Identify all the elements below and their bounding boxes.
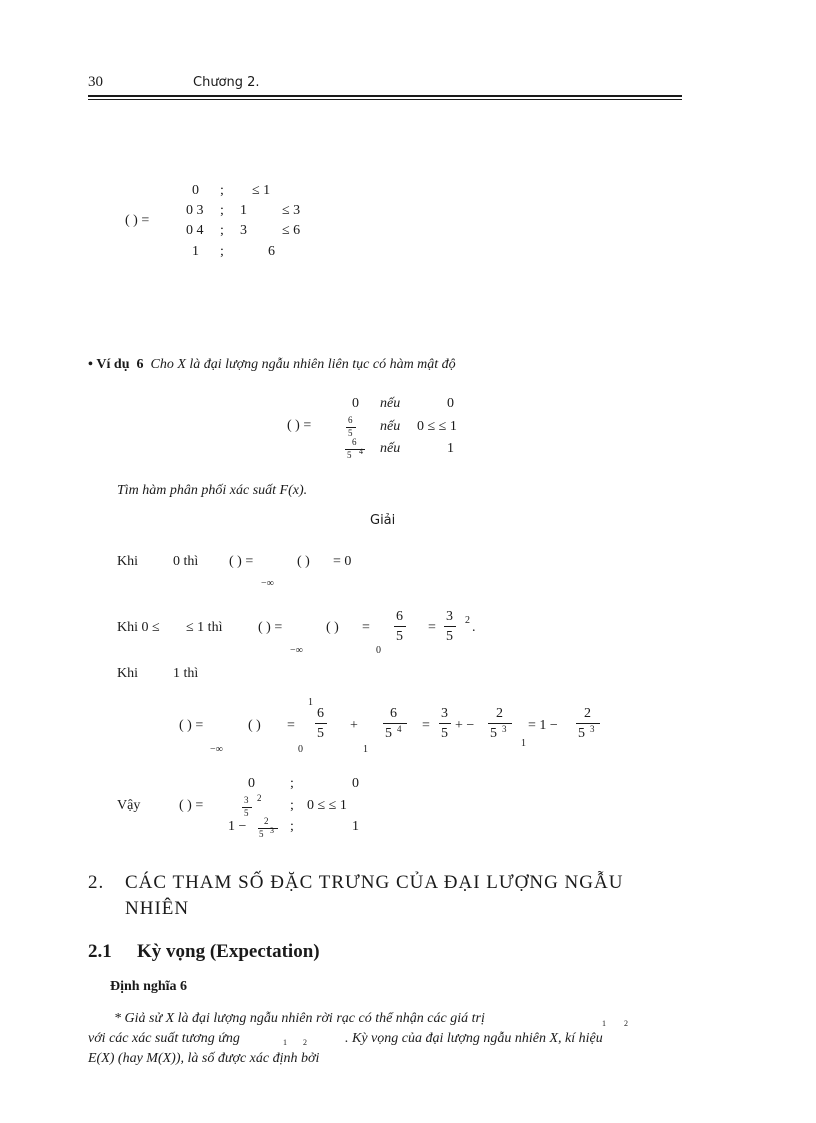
exponent: 4 [397, 724, 402, 734]
subsection-title: Kỳ vọng (Expectation) [137, 941, 320, 962]
fraction-bar [488, 723, 512, 724]
case-result: = 0 [333, 554, 352, 569]
integral-lower-limit: −∞ [210, 744, 223, 755]
definition-line-3: E(X) (hay M(X)), là số được xác định bởi [88, 1051, 320, 1066]
formula-lhs: ( ) = [125, 213, 150, 228]
conclusion-frac-num: 2 [264, 816, 269, 826]
chapter-title: Chương 2. [193, 75, 260, 90]
definition-title: Định nghĩa 6 [110, 979, 188, 994]
formula-row-sep: ; [220, 223, 224, 238]
formula-row-sep: ; [220, 244, 224, 259]
density-cond-word: nếu [380, 396, 401, 411]
frac-den: 5 [578, 726, 585, 741]
definition-line-2b: . Kỳ vọng của đại lượng ngẫu nhiên X, kí hiệu [345, 1031, 603, 1046]
integrand: ( ) [297, 554, 310, 569]
formula-row-cond: ≤ 6 [282, 223, 301, 238]
conclusion-frac-den: 5 [259, 829, 264, 839]
density-frac-exp: 4 [359, 447, 363, 456]
conclusion-cond: 0 [352, 776, 359, 791]
frac-den: 5 [396, 629, 403, 644]
equals: = [422, 718, 430, 733]
fraction-bar [439, 723, 451, 724]
example-number: 6 [136, 357, 144, 372]
section-number: 2. [88, 872, 105, 893]
density-lhs: ( ) = [287, 418, 312, 433]
subscript: 1 [602, 1019, 606, 1028]
fraction-bar [383, 723, 407, 724]
formula-row-bound: 1 [240, 203, 247, 218]
formula-row-value: 0 4 [186, 223, 204, 238]
integral-lower-limit: −∞ [261, 578, 274, 589]
case-label: Khi [117, 666, 138, 681]
density-cond-word: nếu [380, 419, 401, 434]
example-task: Tìm hàm phân phối xác suất F(x). [117, 483, 308, 498]
fraction-bar [315, 723, 327, 724]
density-range: 0 ≤ ≤ 1 [417, 419, 457, 434]
density-frac-den: 5 [347, 450, 352, 460]
formula-row-bound: 3 [240, 223, 247, 238]
equals-one-minus: = 1 − [528, 718, 558, 733]
equals: = [428, 620, 436, 635]
example-statement: Cho X là đại lượng ngẫu nhiên liên tục có hàm mật độ [150, 357, 456, 372]
header-rule-thin [88, 99, 682, 100]
case-expression: ( ) = [229, 554, 254, 569]
case-condition: 1 thì [173, 666, 199, 681]
conclusion-frac-den: 5 [244, 808, 249, 818]
definition-line-2a: với các xác suất tương ứng [88, 1031, 240, 1046]
plus: + [350, 718, 358, 733]
density-frac-num: 6 [352, 437, 357, 447]
integrand: ( ) [248, 718, 261, 733]
section-title-line-2: NHIÊN [125, 898, 190, 919]
expression: ( ) = [179, 718, 204, 733]
formula-row-value: 0 3 [186, 203, 204, 218]
header-rule-thick [88, 95, 682, 97]
formula-row-cond: ≤ 1 [252, 183, 271, 198]
equals: = [287, 718, 295, 733]
solution-title: Giải [370, 513, 396, 528]
exponent: 3 [502, 724, 507, 734]
formula-row-cond: ≤ 3 [282, 203, 301, 218]
bullet: • [88, 357, 93, 372]
example-title: Ví dụ [96, 357, 130, 372]
equals: = [362, 620, 370, 635]
integral-lower-limit: −∞ [290, 645, 303, 656]
conclusion-sep: ; [290, 776, 294, 791]
density-range: 1 [447, 441, 454, 456]
integral-lower-limit: 1 [363, 744, 368, 755]
conclusion-cond: 0 ≤ ≤ 1 [307, 798, 347, 813]
formula-row-cond: 6 [268, 244, 275, 259]
subscript: 2 [624, 1019, 628, 1028]
conclusion-label: Vậy [117, 798, 141, 813]
subsection-number: 2.1 [88, 941, 112, 962]
frac-num: 2 [496, 706, 503, 721]
fraction-bar [444, 626, 456, 627]
frac-num: 6 [390, 706, 397, 721]
frac-num: 6 [396, 609, 403, 624]
evaluation-subscript: 1 [521, 738, 526, 749]
frac-den: 5 [385, 726, 392, 741]
case-condition: ≤ 1 thì [186, 620, 223, 635]
fraction-bar [394, 626, 406, 627]
exponent: 2 [465, 615, 470, 626]
conclusion-cond: 1 [352, 819, 359, 834]
formula-row-sep: ; [220, 183, 224, 198]
integrand: ( ) [326, 620, 339, 635]
formula-row-value: 0 [192, 183, 199, 198]
period: . [472, 620, 476, 635]
definition-line-1: * Giả sử X là đại lượng ngẫu nhiên rời rạc có thể nhận các giá trị [114, 1011, 485, 1026]
subscript: 1 [283, 1038, 287, 1047]
conclusion-value: 0 [248, 776, 255, 791]
case-label: Khi [117, 554, 138, 569]
section-heading [88, 872, 104, 894]
conclusion-sep: ; [290, 819, 294, 834]
conclusion-frac-num: 3 [244, 795, 249, 805]
integral-lower-limit: 0 [298, 744, 303, 755]
subscript: 2 [303, 1038, 307, 1047]
conclusion-frac-exp: 2 [257, 793, 262, 803]
frac-den: 5 [317, 726, 324, 741]
frac-den: 5 [446, 629, 453, 644]
frac-num: 3 [446, 609, 453, 624]
conclusion-frac-exp: 3 [270, 826, 274, 835]
conclusion-lhs: ( ) = [179, 798, 204, 813]
case-condition: 0 thì [173, 554, 199, 569]
frac-num: 3 [441, 706, 448, 721]
frac-num: 2 [584, 706, 591, 721]
case-expression: ( ) = [258, 620, 283, 635]
density-range: 0 [447, 396, 454, 411]
formula-row-value: 1 [192, 244, 199, 259]
example-heading [88, 357, 456, 373]
fraction-bar [576, 723, 600, 724]
plus-minus: + − [455, 718, 475, 733]
density-cond-word: nếu [380, 441, 401, 456]
case-label: Khi 0 ≤ [117, 620, 160, 635]
frac-den: 5 [441, 726, 448, 741]
conclusion-sep: ; [290, 798, 294, 813]
formula-row-sep: ; [220, 203, 224, 218]
frac-num: 6 [317, 706, 324, 721]
density-value: 0 [352, 396, 359, 411]
section-title-line-1: CÁC THAM SỐ ĐẶC TRƯNG CỦA ĐẠI LƯỢNG NGẪU [125, 872, 624, 893]
page-number: 30 [88, 74, 103, 90]
density-frac-num: 6 [348, 415, 353, 425]
density-frac-den: 5 [348, 428, 353, 438]
frac-den: 5 [490, 726, 497, 741]
conclusion-prefix: 1 − [228, 819, 247, 834]
exponent: 3 [590, 724, 595, 734]
integral-lower-limit: 0 [376, 645, 381, 656]
integral-upper-limit: 1 [308, 697, 313, 708]
